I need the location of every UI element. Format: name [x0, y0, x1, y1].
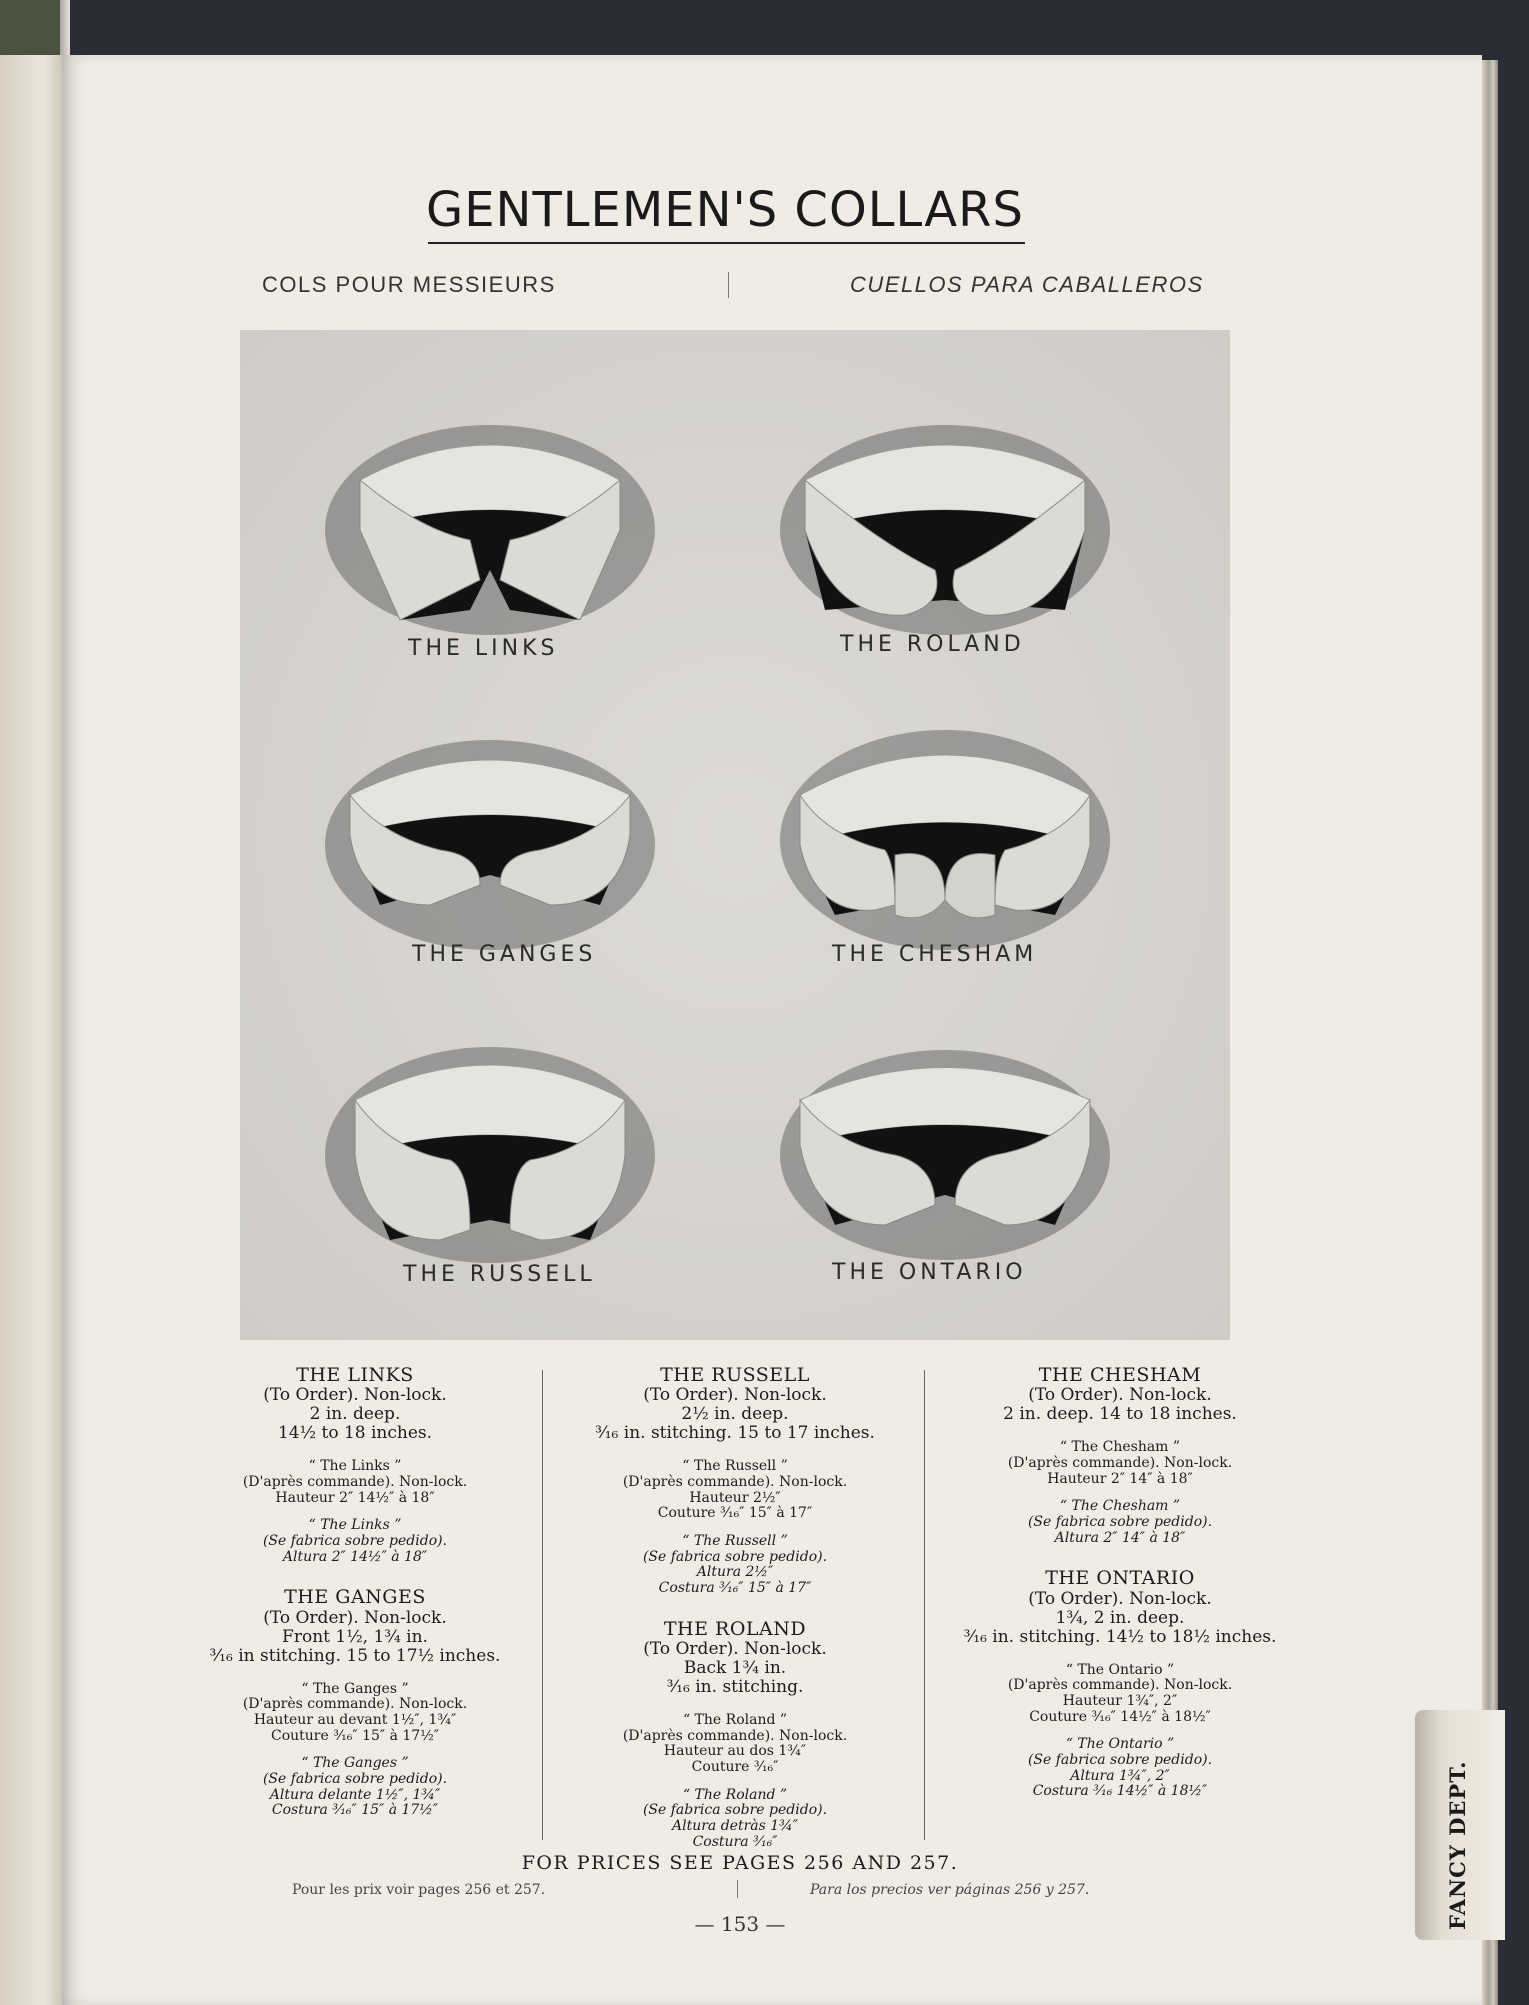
collar-illustration-links: [320, 420, 660, 650]
spec-line-fr: “ The Ganges ”: [301, 1680, 409, 1697]
spec-line-fr: Hauteur 2″ 14½″ à 18″: [275, 1489, 435, 1506]
spec-line-es: Altura 2½″: [696, 1564, 774, 1581]
title-underline: [428, 242, 1025, 244]
collar-label-russell: THE RUSSELL: [403, 1262, 596, 1287]
column-divider: [924, 1370, 925, 1840]
spec-line-fr: “ The Links ”: [308, 1458, 402, 1475]
spec-line-es: (Se fabrica sobre pedido).: [642, 1548, 828, 1565]
spec-roland: [565, 1619, 905, 1851]
subtitle-spanish: CUELLOS PARA CABALLEROS: [850, 272, 1204, 297]
spec-line-fr: (D'après commande). Non-lock.: [622, 1727, 848, 1744]
spec-chesham: [945, 1365, 1295, 1546]
spec-line: (To Order). Non-lock.: [643, 1639, 827, 1659]
spec-line-es: Costura ³⁄₁₆ 14½″ à 18½″: [1032, 1783, 1208, 1800]
spec-line: ³⁄₁₆ in. stitching. 15 to 17 inches.: [595, 1423, 875, 1444]
spec-line-fr: “ The Russell ”: [682, 1458, 788, 1475]
spec-line-es: “ The Chesham ”: [1059, 1498, 1181, 1515]
spec-line-es: (Se fabrica sobre pedido).: [262, 1533, 448, 1550]
spec-heading-ontario: THE ONTARIO: [1045, 1567, 1195, 1590]
spec-heading-links: THE LINKS: [296, 1364, 414, 1386]
spec-line-fr: “ The Ontario ”: [1065, 1661, 1175, 1678]
spec-line-fr: Hauteur au devant 1½″, 1¾″: [253, 1712, 457, 1729]
subtitle-divider: [728, 272, 729, 298]
collar-illustration-roland: [775, 420, 1115, 650]
spec-ganges: [180, 1587, 530, 1819]
spec-line: (To Order). Non-lock.: [1028, 1385, 1212, 1406]
spec-line-fr: Hauteur 2″ 14″ à 18″: [1047, 1470, 1193, 1487]
spec-line-fr: Couture ³⁄₁₆″: [691, 1759, 779, 1776]
spec-heading-ganges: THE GANGES: [284, 1586, 426, 1609]
column-divider: [542, 1370, 543, 1840]
spec-line-es: (Se fabrica sobre pedido).: [1027, 1514, 1213, 1531]
collar-illustration-ganges: [320, 735, 660, 965]
spec-line-fr: (D'après commande). Non-lock.: [622, 1474, 848, 1491]
spec-line: (To Order). Non-lock.: [263, 1607, 447, 1628]
spec-line: ³⁄₁₆ in. stitching. 14½ to 18½ inches.: [963, 1626, 1277, 1647]
spec-line: 2 in. deep. 14 to 18 inches.: [1003, 1404, 1237, 1425]
spec-line-fr: (D'après commande). Non-lock.: [1007, 1677, 1233, 1694]
spec-line-fr: (D'après commande). Non-lock.: [242, 1474, 468, 1491]
prices-reference-french: Pour les prix voir pages 256 et 257.: [292, 1882, 546, 1898]
spec-line-es: “ The Ganges ”: [301, 1755, 409, 1772]
spec-line: 2 in. deep.: [309, 1404, 401, 1425]
collar-label-ganges: THE GANGES: [412, 942, 597, 967]
collar-label-roland: THE ROLAND: [840, 632, 1025, 657]
spec-heading-roland: THE ROLAND: [663, 1617, 807, 1640]
spec-line-fr: (D'après commande). Non-lock.: [1007, 1455, 1233, 1471]
left-page-edge: [0, 55, 62, 2005]
spec-line: 14½ to 18 inches.: [277, 1423, 433, 1444]
spec-line-fr: Hauteur 1¾″, 2″: [1062, 1693, 1178, 1710]
spec-ontario: [945, 1568, 1295, 1800]
spec-line: Front 1½, 1¾ in.: [282, 1626, 428, 1647]
collar-label-ontario: THE ONTARIO: [832, 1260, 1027, 1285]
spec-line-fr: Hauteur 2½″: [689, 1489, 781, 1506]
specs-column-left: [180, 1365, 530, 1841]
spec-line: (To Order). Non-lock.: [643, 1385, 827, 1406]
spec-heading-russell: THE RUSSELL: [660, 1364, 810, 1386]
spec-line-fr: (D'après commande). Non-lock.: [242, 1696, 468, 1713]
spec-line-es: Altura 2″ 14″ à 18″: [1054, 1529, 1186, 1546]
spec-line-fr: Couture ³⁄₁₆″ 14½″ à 18½″: [1029, 1708, 1211, 1725]
binding-clip: [0, 0, 60, 55]
spec-line-es: “ The Links ”: [308, 1517, 402, 1534]
prices-reference: FOR PRICES SEE PAGES 256 AND 257.: [521, 1852, 959, 1874]
spec-line-fr: “ The Chesham ”: [1059, 1439, 1181, 1456]
spec-line-es: (Se fabrica sobre pedido).: [1027, 1752, 1213, 1769]
spec-line-es: Altura 2″ 14½″ à 18″: [282, 1548, 428, 1565]
spec-heading-chesham: THE CHESHAM: [1038, 1364, 1202, 1386]
spec-line-es: Costura ³⁄₁₆″ 15″ à 17½″: [271, 1802, 439, 1819]
subtitle-french: COLS POUR MESSIEURS: [262, 272, 556, 297]
spec-line-es: “ The Ontario ”: [1065, 1736, 1175, 1753]
spec-line-fr: Couture ³⁄₁₆″ 15″ à 17½″: [271, 1727, 439, 1744]
collar-illustration-chesham: [775, 725, 1115, 955]
spec-line-es: Altura detràs 1¾″: [672, 1818, 798, 1835]
spec-line-es: Costura ³⁄₁₆″: [692, 1833, 778, 1850]
collar-illustration-russell: [320, 1040, 660, 1270]
spec-line: ³⁄₁₆ in stitching. 15 to 17½ inches.: [209, 1645, 501, 1666]
footer-divider: [737, 1880, 738, 1898]
spec-line: 1¾, 2 in. deep.: [1055, 1607, 1185, 1628]
page-number: — 153 —: [694, 1912, 786, 1936]
prices-reference-spanish: Para los precios ver páginas 256 y 257.: [810, 1882, 1090, 1898]
specs-column-middle: [565, 1365, 905, 1872]
spec-line-es: Altura 1¾″, 2″: [1070, 1767, 1170, 1784]
spec-line-es: (Se fabrica sobre pedido).: [262, 1771, 448, 1788]
spec-line-fr: Couture ³⁄₁₆″ 15″ à 17″: [657, 1505, 813, 1522]
spec-line: Back 1¾ in.: [683, 1658, 787, 1679]
spec-line-es: Costura ³⁄₁₆″ 15″ à 17″: [658, 1580, 812, 1597]
collar-label-chesham: THE CHESHAM: [832, 942, 1038, 967]
spec-russell: [565, 1365, 905, 1597]
spec-line-es: (Se fabrica sobre pedido).: [642, 1802, 828, 1819]
spec-line-es: “ The Russell ”: [682, 1533, 788, 1550]
section-tab-label: FANCY DEPT.: [1445, 1760, 1470, 1930]
collar-label-links: THE LINKS: [408, 636, 559, 661]
spec-line: 2½ in. deep.: [681, 1404, 789, 1425]
spec-line-es: Altura delante 1½″, 1¾″: [269, 1786, 441, 1803]
specs-column-right: [945, 1365, 1295, 1822]
spec-links: [180, 1365, 530, 1565]
spec-line-es: “ The Roland ”: [682, 1786, 788, 1803]
page-title: GENTLEMEN'S COLLARS: [426, 182, 1024, 238]
collar-illustration-ontario: [775, 1045, 1115, 1275]
spec-line-fr: Hauteur au dos 1¾″: [663, 1743, 807, 1760]
spec-line: (To Order). Non-lock.: [1028, 1588, 1212, 1609]
spec-line: (To Order). Non-lock.: [263, 1385, 447, 1406]
spec-line: ³⁄₁₆ in. stitching.: [666, 1677, 804, 1698]
spec-line-fr: “ The Roland ”: [682, 1712, 788, 1729]
